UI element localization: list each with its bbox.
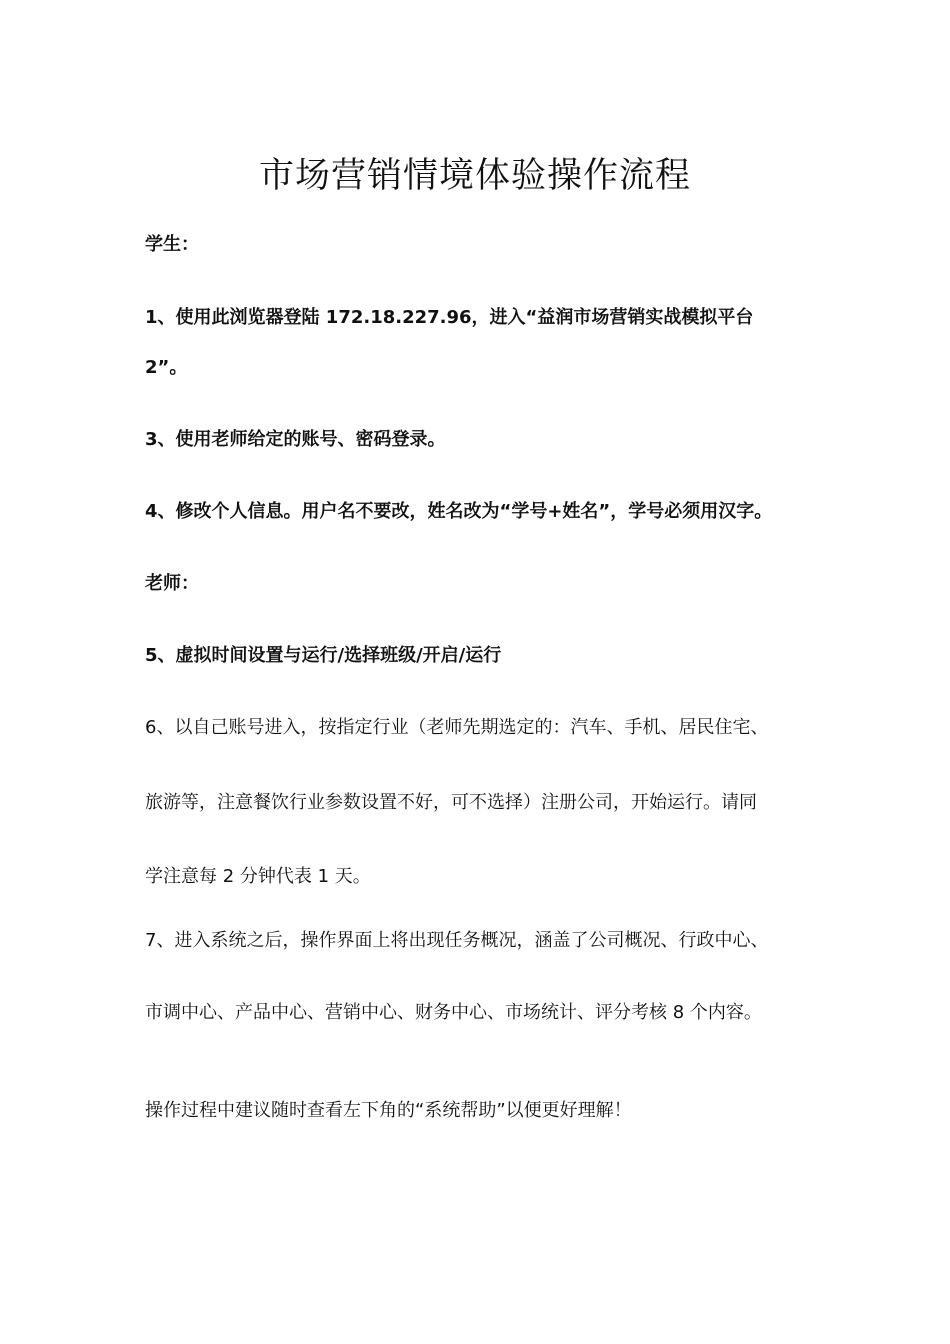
step-1-line-1: 1、使用此浏览器登陆 172.18.227.96，进入“益润市场营销实战模拟平台 [145,307,754,328]
students-heading: 学生： [145,234,199,255]
step-6-line-3: 学注意每 2 分钟代表 1 天。 [145,866,371,887]
step-4: 4、修改个人信息。用户名不要改，姓名改为“学号+姓名”，学号必须用汉字。 [145,501,773,522]
step-7-line-1: 7、进入系统之后，操作界面上将出现任务概况，涵盖了公司概况、行政中心、 [145,930,769,951]
step-5: 5、虚拟时间设置与运行/选择班级/开启/运行 [145,645,502,666]
step-6-line-2: 旅游等，注意餐饮行业参数设置不好，可不选择）注册公司，开始运行。请同 [145,792,757,813]
step-1-line-2: 2”。 [145,357,188,378]
step-3: 3、使用老师给定的账号、密码登录。 [145,429,446,450]
teachers-heading: 老师： [145,573,199,594]
help-tip: 操作过程中建议随时查看左下角的“系统帮助”以便更好理解！ [145,1100,632,1121]
step-6-line-1: 6、以自己账号进入，按指定行业（老师先期选定的：汽车、手机、居民住宅、 [145,717,769,738]
document-title: 市场营销情境体验操作流程 [258,156,691,196]
step-7-line-2: 市调中心、产品中心、营销中心、财务中心、市场统计、评分考核 8 个内容。 [145,1002,762,1023]
